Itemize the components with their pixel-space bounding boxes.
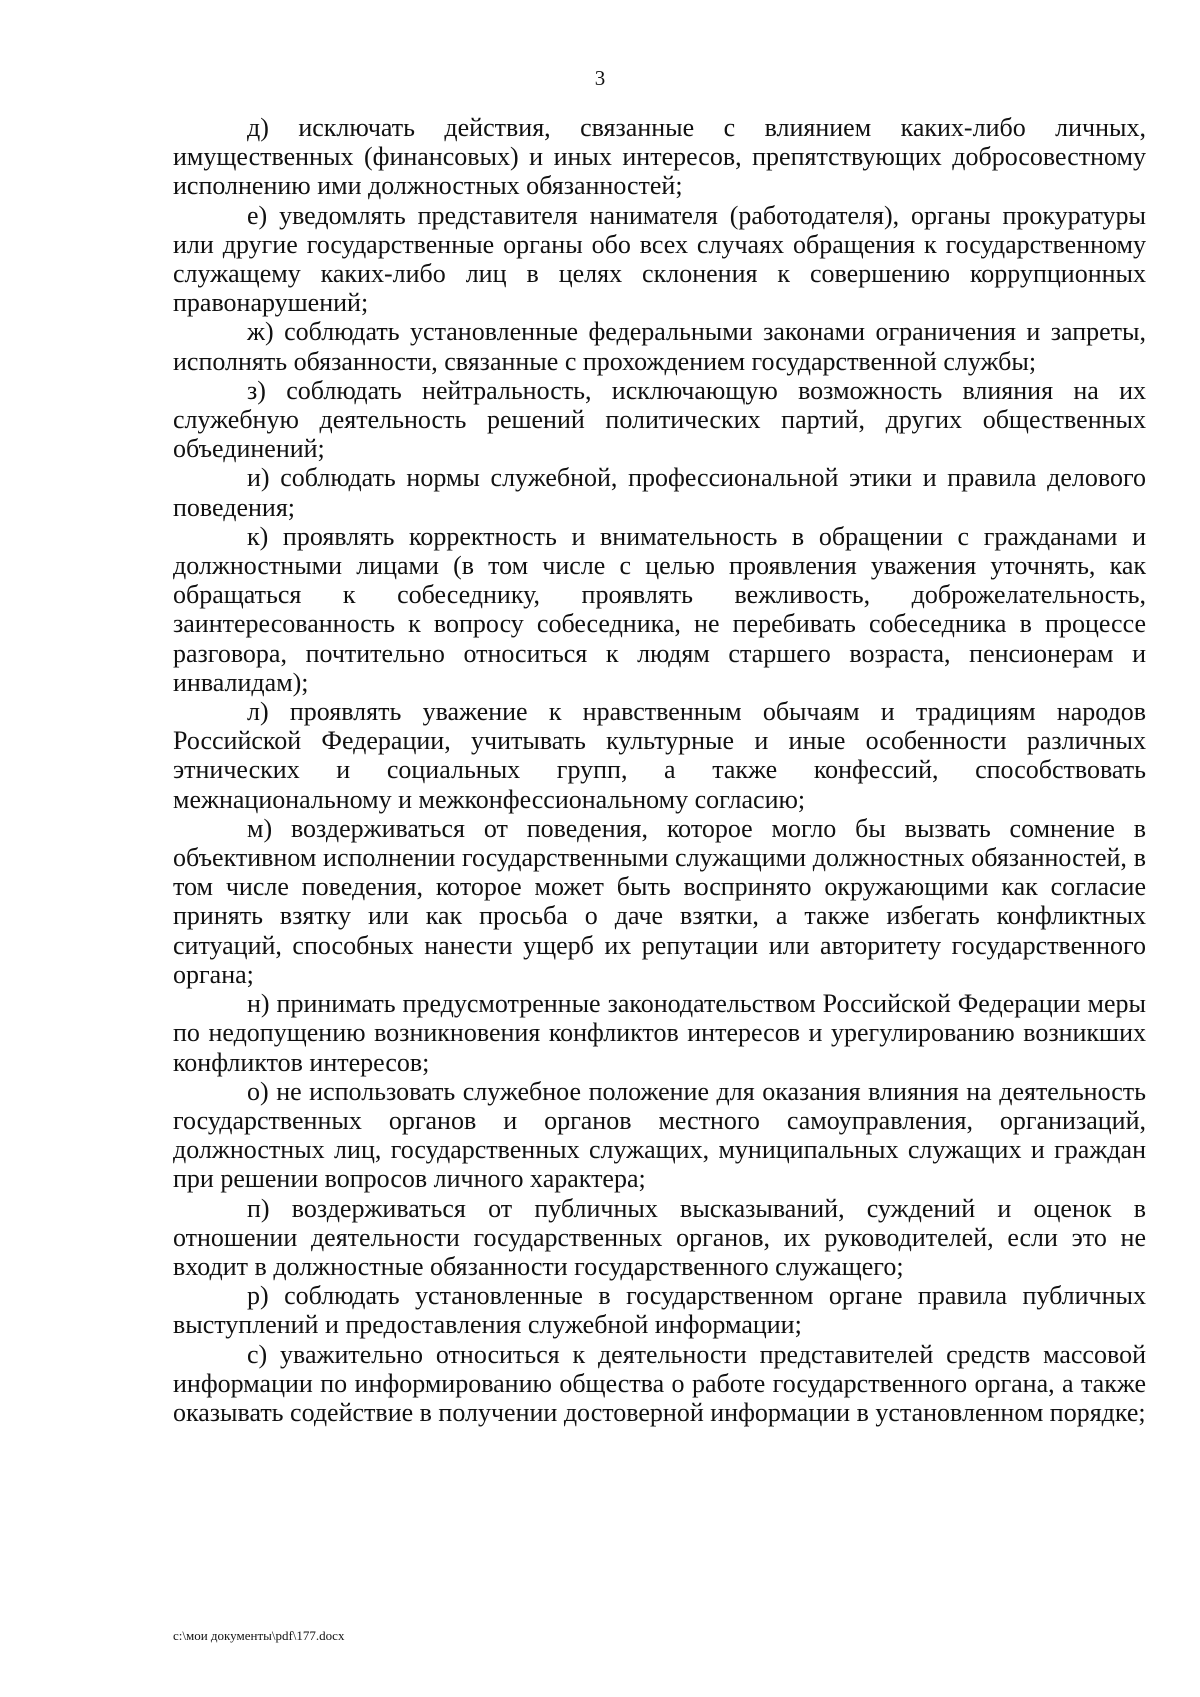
paragraph-l: л) проявлять уважение к нравственным обычаям и традициям народов Российской Федерации, учитывать культурные и иные особенности различных этнических и социальных групп, а также конфессий, способствовать межнациональному и межконфессиональному согласию;	[173, 697, 1146, 814]
paragraph-r: р) соблюдать установленные в государственном органе правила публичных выступлений и предоставления служебной информации;	[173, 1281, 1146, 1340]
document-body	[173, 113, 1146, 1427]
paragraph-i: и) соблюдать нормы служебной, профессиональной этики и правила делового поведения;	[173, 463, 1146, 522]
page-number: 3	[594, 66, 606, 90]
footer-file-path: c:\мои документы\pdf\177.docx	[173, 1628, 345, 1643]
paragraph-zh: ж) соблюдать установленные федеральными законами ограничения и запреты, исполнять обязанности, связанные с прохождением государственной службы;	[173, 317, 1146, 376]
paragraph-p: п) воздерживаться от публичных высказываний, суждений и оценок в отношении деятельности государственных органов, их руководителей, если это не входит в должностные обязанности государственного служащего;	[173, 1193, 1146, 1281]
paragraph-n: н) принимать предусмотренные законодательством Российской Федерации меры по недопущению возникновения конфликтов интересов и урегулированию возникших конфликтов интересов;	[173, 989, 1146, 1077]
paragraph-s: с) уважительно относиться к деятельности представителей средств массовой информации по информированию общества о работе государственного органа, а также оказывать содействие в получении достоверной информации в установленном порядке;	[173, 1339, 1146, 1427]
paragraph-k: к) проявлять корректность и внимательность в обращении с гражданами и должностными лицами (в том числе с целью проявления уважения уточнять, как обращаться к собеседнику, проявлять вежливость, доброжелательность, заинтересованность к вопросу собеседника, не перебивать собеседника в процессе разговора, почтительно относиться к людям старшего возраста, пенсионерам и инвалидам);	[173, 521, 1146, 697]
paragraph-o: о) не использовать служебное положение для оказания влияния на деятельность государственных органов и органов местного самоуправления, организаций, должностных лиц, государственных служащих, муниципальных служащих и граждан при решении вопросов личного характера;	[173, 1076, 1146, 1194]
paragraph-d: д) исключать действия, связанные с влиянием каких-либо личных, имущественных (финансовых) и иных интересов, препятствующих добросовестному исполнению ими должностных обязанностей;	[173, 113, 1146, 201]
paragraph-m: м) воздерживаться от поведения, которое могло бы вызвать сомнение в объективном исполнении государственными служащими должностных обязанностей, в том числе поведения, которое может быть воспринято окружающими как согласие принять взятку или как просьба о даче взятки, а также избегать конфликтных ситуаций, способных нанести ущерб их репутации или авторитету государственного органа;	[173, 813, 1146, 989]
paragraph-e: е) уведомлять представителя нанимателя (работодателя), органы прокуратуры или другие государственные органы обо всех случаях обращения к государственному служащему каких-либо лиц в целях склонения к совершению коррупционных правонарушений;	[173, 200, 1146, 318]
paragraph-z: з) соблюдать нейтральность, исключающую возможность влияния на их служебную деятельность решений политических партий, других общественных объединений;	[173, 375, 1146, 464]
